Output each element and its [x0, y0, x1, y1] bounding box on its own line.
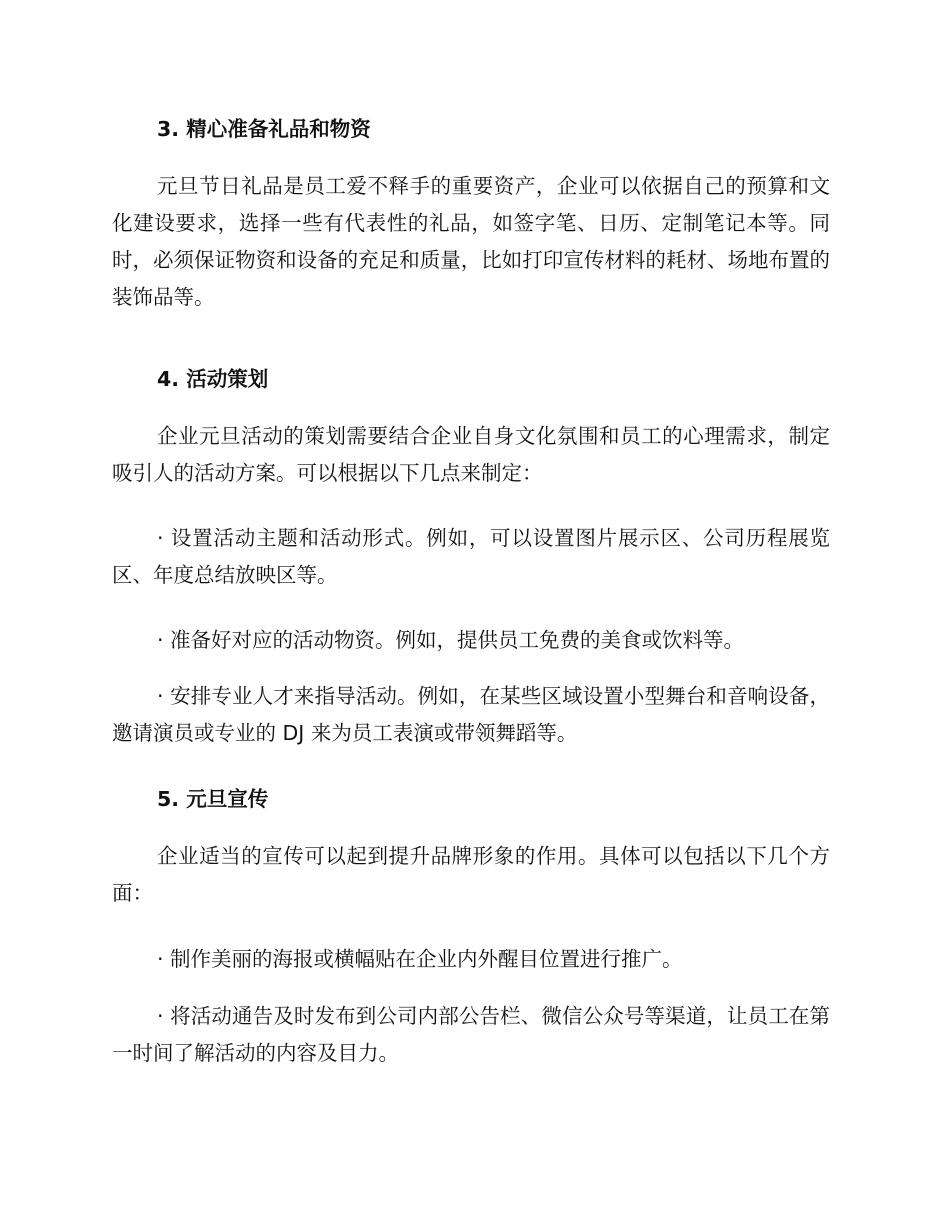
section-heading: 3. 精心准备礼品和物资	[157, 117, 371, 141]
bullet-item: · 将活动通告及时发布到公司内部公告栏、微信公众号等渠道，让员工在第一时间了解活动的内容及目力。	[112, 1004, 830, 1065]
bullet-item: · 设置活动主题和活动形式。例如，可以设置图片展示区、公司历程展览区、年度总结放映区等。	[112, 526, 830, 587]
bullet-item: · 制作美丽的海报或横幅贴在企业内外醒目位置进行推广。	[157, 947, 683, 971]
section-heading: 5. 元旦宣传	[157, 787, 269, 811]
paragraph: 企业适当的宣传可以起到提升品牌形象的作用。具体可以包括以下几个方面：	[112, 844, 830, 905]
bullet-item: · 准备好对应的活动物资。例如，提供员工免费的美食或饮料等。	[157, 628, 745, 652]
bullet-item: · 安排专业人才来指导活动。例如，在某些区域设置小型舞台和音响设备，邀请演员或专业的 DJ 来为员工表演或带领舞蹈等。	[112, 684, 830, 745]
paragraph: 元旦节日礼品是员工爱不释手的重要资产，企业可以依据自己的预算和文化建设要求，选择一些有代表性的礼品，如签字笔、日历、定制笔记本等。同时，必须保证物资和设备的充足和质量，比如打印宣传材料的耗材、场地布置的装饰品等。	[112, 174, 830, 309]
section-heading: 4. 活动策划	[157, 367, 269, 391]
paragraph: 企业元旦活动的策划需要结合企业自身文化氛围和员工的心理需求，制定吸引人的活动方案。可以根据以下几点来制定：	[112, 424, 830, 485]
